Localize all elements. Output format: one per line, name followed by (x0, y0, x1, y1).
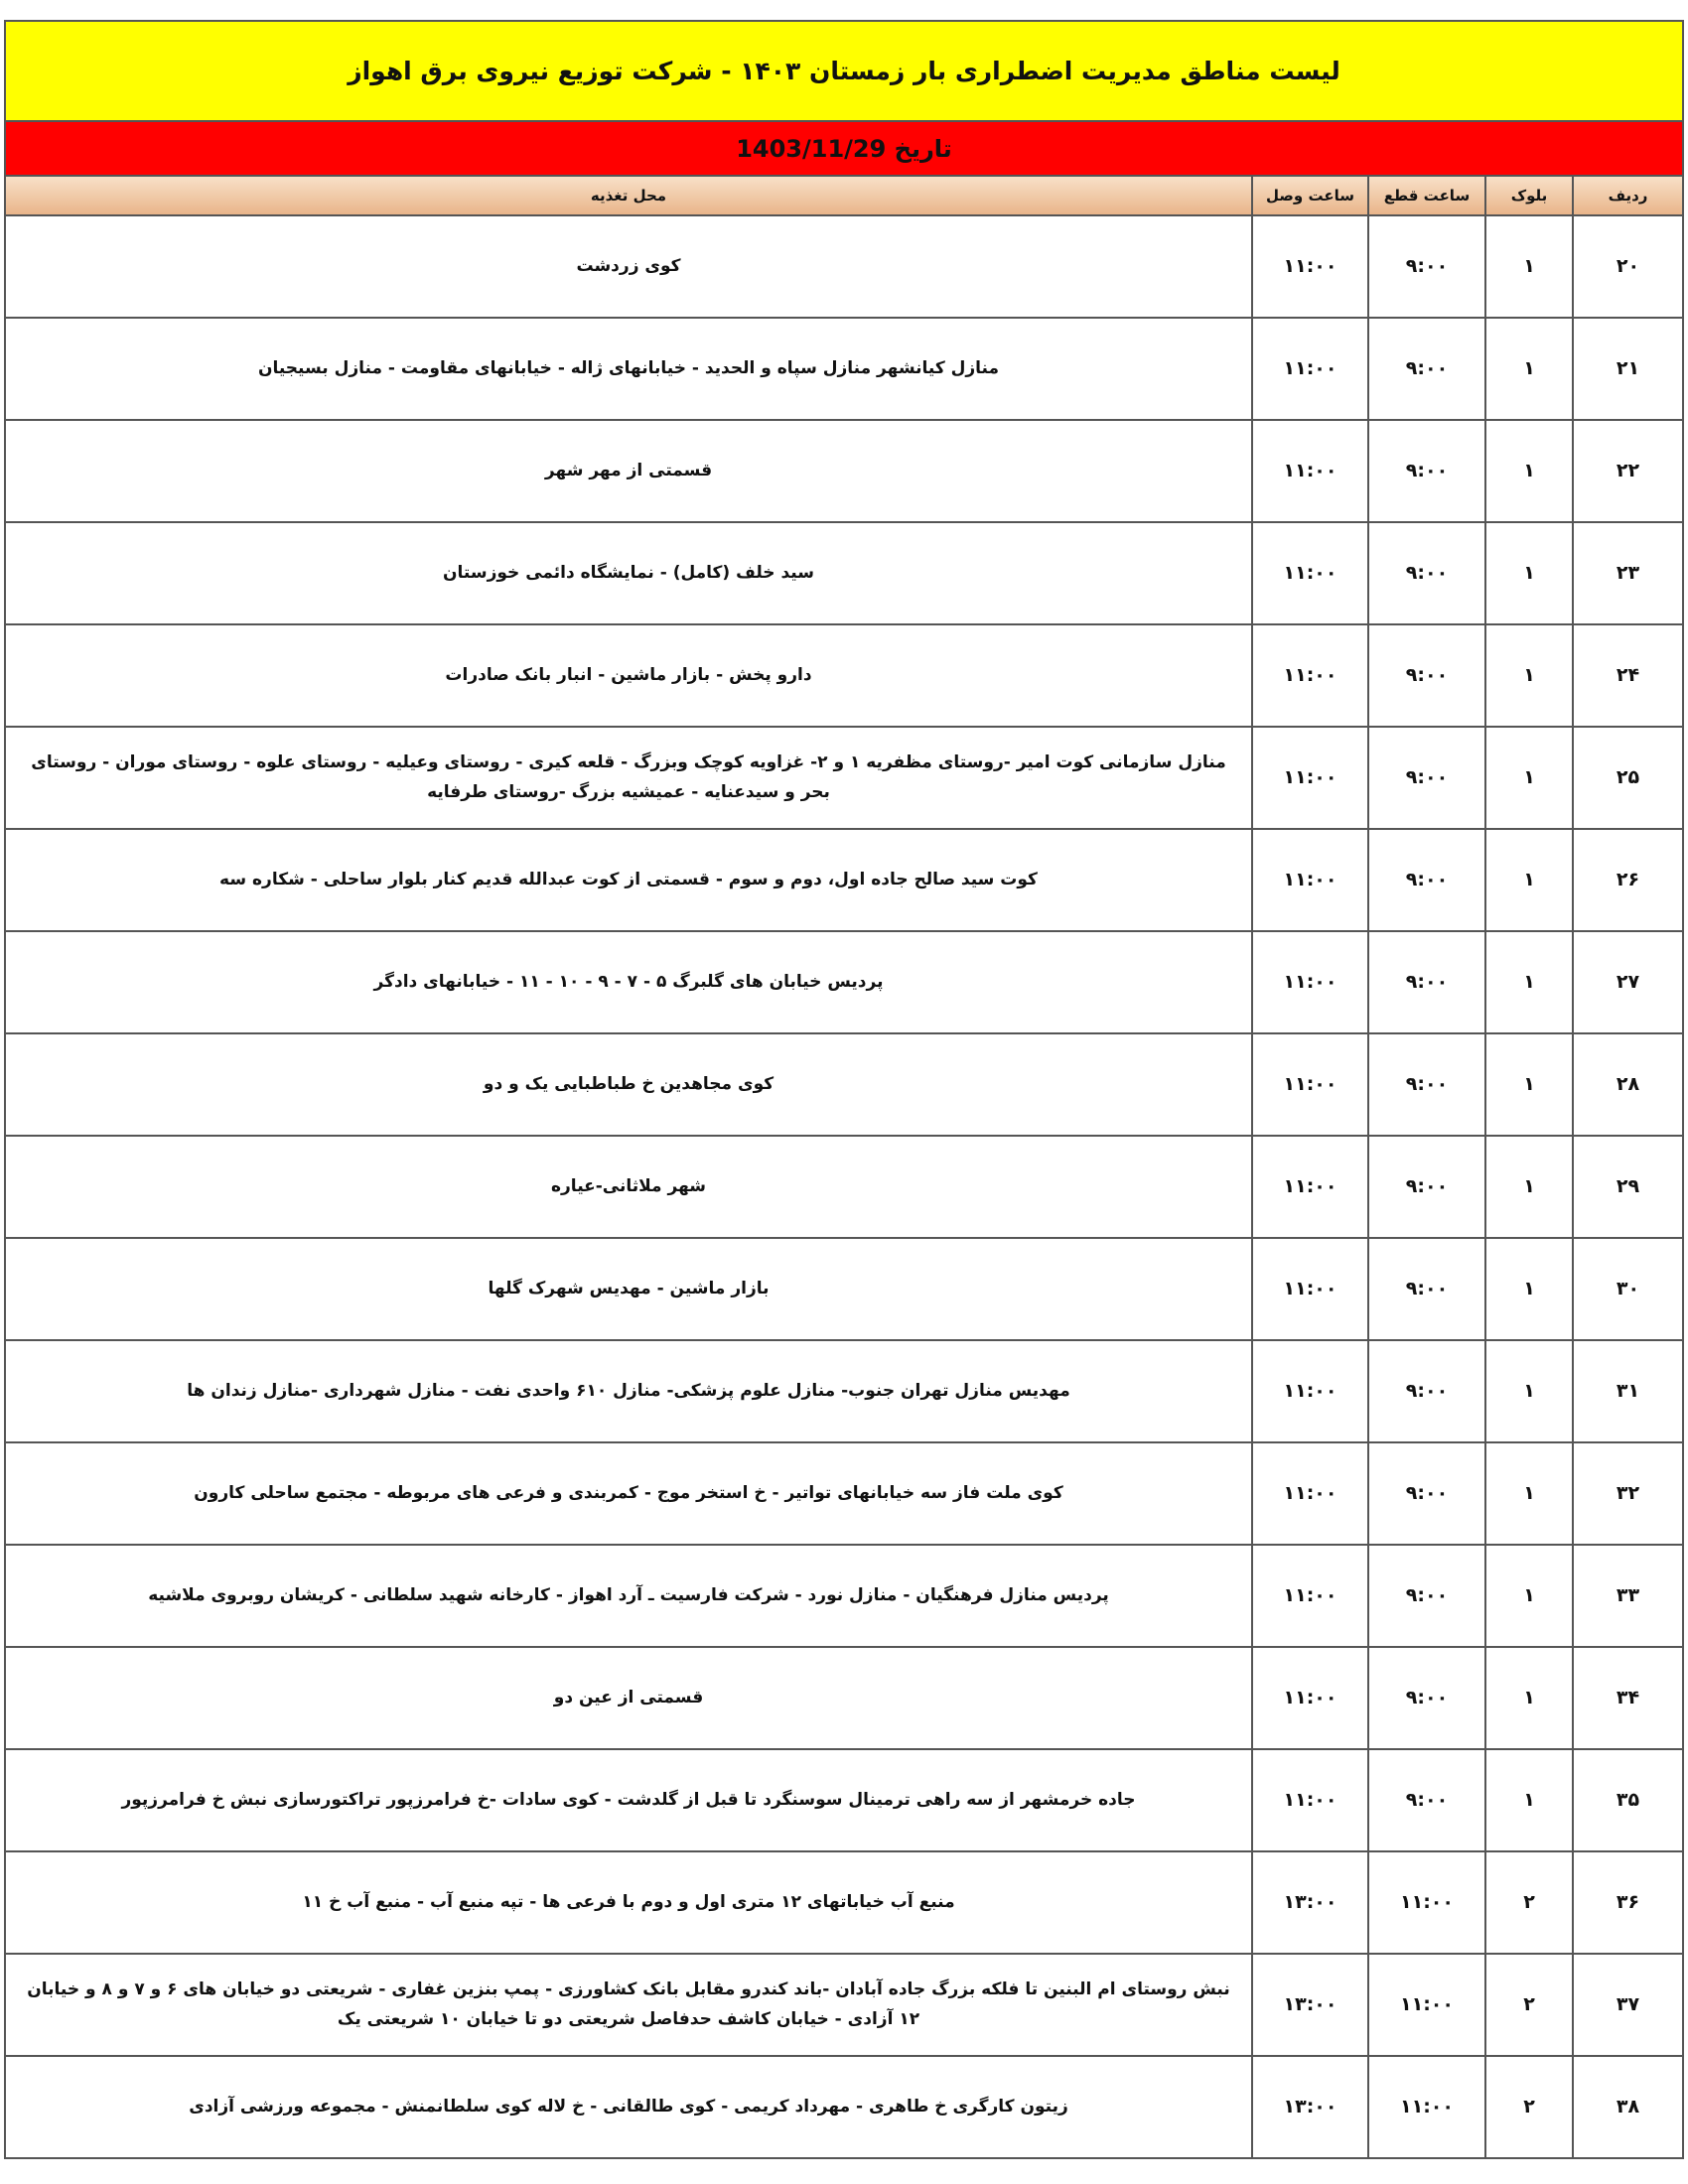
table-row (5, 1545, 1683, 1647)
connect-time-cell: ۱۱:۰۰ (1252, 1238, 1368, 1340)
table-row (5, 931, 1683, 1033)
row-number-cell: ۳۷ (1573, 1954, 1683, 2056)
page-title: لیست مناطق مدیریت اضطراری بار زمستان ۱۴۰۳ - شرکت توزیع نیروی برق اهواز (4, 20, 1684, 122)
connect-time-cell: ۱۳:۰۰ (1252, 2056, 1368, 2158)
location-cell: منازل سازمانی کوت امیر -روستای مظفریه ۱ و ۲- غزاویه کوچک وبزرگ - قلعه کیری - روستای وعیلیه - روستای علوه - روستای موران - روستای بحر و سیدعنایه - عمیشیه بزرگ -روستای طرفایه (5, 727, 1252, 829)
cut-time-cell: ۹:۰۰ (1368, 1647, 1485, 1749)
location-cell: قسمتی از عین دو (5, 1647, 1252, 1749)
block-cell: ۱ (1485, 1442, 1573, 1545)
row-number-cell: ۳۶ (1573, 1851, 1683, 1954)
block-cell: ۱ (1485, 1749, 1573, 1851)
location-cell: کوی مجاهدین خ طباطبایی یک و دو (5, 1033, 1252, 1136)
row-number-cell: ۳۲ (1573, 1442, 1683, 1545)
cut-time-cell: ۹:۰۰ (1368, 931, 1485, 1033)
block-cell: ۱ (1485, 829, 1573, 931)
cut-time-cell: ۹:۰۰ (1368, 1545, 1485, 1647)
table-row (5, 318, 1683, 420)
row-number-cell: ۳۴ (1573, 1647, 1683, 1749)
row-number-cell: ۲۹ (1573, 1136, 1683, 1238)
location-cell: سید خلف (کامل) - نمایشگاه دائمی خوزستان (5, 522, 1252, 624)
block-cell: ۲ (1485, 2056, 1573, 2158)
location-cell: شهر ملاثانی-عیاره (5, 1136, 1252, 1238)
location-cell: بازار ماشین - مهدیس شهرک گلها (5, 1238, 1252, 1340)
block-cell: ۲ (1485, 1851, 1573, 1954)
cut-time-cell: ۱۱:۰۰ (1368, 1851, 1485, 1954)
location-cell: مهدیس منازل تهران جنوب- منازل علوم پزشکی- منازل ۶۱۰ واحدی نفت - منازل شهرداری -منازل زندان ها (5, 1340, 1252, 1442)
location-cell: پردیس منازل فرهنگیان - منازل نورد - شرکت فارسیت ـ آرد اهواز - کارخانه شهید سلطانی - کریشان روبروی ملاشیه (5, 1545, 1252, 1647)
row-number-cell: ۲۶ (1573, 829, 1683, 931)
connect-time-cell: ۱۱:۰۰ (1252, 1033, 1368, 1136)
table-body (5, 215, 1683, 2158)
row-number-cell: ۲۳ (1573, 522, 1683, 624)
cut-time-cell: ۹:۰۰ (1368, 522, 1485, 624)
block-cell: ۱ (1485, 727, 1573, 829)
connect-time-cell: ۱۱:۰۰ (1252, 1749, 1368, 1851)
table-row (5, 1136, 1683, 1238)
block-cell: ۱ (1485, 522, 1573, 624)
connect-time-cell: ۱۱:۰۰ (1252, 931, 1368, 1033)
location-cell: منازل کیانشهر منازل سپاه و الحدید - خیابانهای ژاله - خیابانهای مقاومت - منازل بسیجیان (5, 318, 1252, 420)
row-number-cell: ۲۱ (1573, 318, 1683, 420)
block-cell: ۱ (1485, 1340, 1573, 1442)
connect-time-cell: ۱۱:۰۰ (1252, 624, 1368, 727)
block-cell: ۱ (1485, 1136, 1573, 1238)
date-banner: تاریخ 1403/11/29 (4, 122, 1684, 175)
table-row (5, 215, 1683, 318)
table-row (5, 727, 1683, 829)
cut-time-cell: ۹:۰۰ (1368, 1442, 1485, 1545)
location-cell: دارو پخش - بازار ماشین - انبار بانک صادرات (5, 624, 1252, 727)
header-location: محل تغذیه (5, 176, 1252, 215)
location-cell: کوت سید صالح جاده اول، دوم و سوم - قسمتی از کوت عبدالله قدیم کنار بلوار ساحلی - شکاره سه (5, 829, 1252, 931)
row-number-cell: ۳۱ (1573, 1340, 1683, 1442)
location-cell: کوی زردشت (5, 215, 1252, 318)
row-number-cell: ۳۰ (1573, 1238, 1683, 1340)
block-cell: ۱ (1485, 1545, 1573, 1647)
header-row-number: ردیف (1573, 176, 1683, 215)
cut-time-cell: ۹:۰۰ (1368, 829, 1485, 931)
cut-time-cell: ۹:۰۰ (1368, 318, 1485, 420)
block-cell: ۱ (1485, 1238, 1573, 1340)
connect-time-cell: ۱۱:۰۰ (1252, 215, 1368, 318)
cut-time-cell: ۹:۰۰ (1368, 624, 1485, 727)
row-number-cell: ۳۳ (1573, 1545, 1683, 1647)
cut-time-cell: ۹:۰۰ (1368, 1749, 1485, 1851)
location-cell: پردیس خیابان های گلبرگ ۵ - ۷ - ۹ - ۱۰ - ۱۱ - خیابانهای دادگر (5, 931, 1252, 1033)
table-row (5, 2056, 1683, 2158)
cut-time-cell: ۹:۰۰ (1368, 1340, 1485, 1442)
cut-time-cell: ۹:۰۰ (1368, 215, 1485, 318)
connect-time-cell: ۱۱:۰۰ (1252, 1442, 1368, 1545)
row-number-cell: ۳۸ (1573, 2056, 1683, 2158)
block-cell: ۱ (1485, 931, 1573, 1033)
header-block: بلوک (1485, 176, 1573, 215)
row-number-cell: ۲۰ (1573, 215, 1683, 318)
table-header-row (5, 176, 1683, 215)
connect-time-cell: ۱۳:۰۰ (1252, 1954, 1368, 2056)
location-cell: منبع آب خیاباتهای ۱۲ متری اول و دوم با فرعی ها - تپه منبع آب - منبع آب خ ۱۱ (5, 1851, 1252, 1954)
connect-time-cell: ۱۱:۰۰ (1252, 1136, 1368, 1238)
table-row (5, 1442, 1683, 1545)
connect-time-cell: ۱۳:۰۰ (1252, 1851, 1368, 1954)
block-cell: ۱ (1485, 420, 1573, 522)
header-connect-time: ساعت وصل (1252, 176, 1368, 215)
connect-time-cell: ۱۱:۰۰ (1252, 318, 1368, 420)
location-cell: زیتون کارگری خ طاهری - مهرداد کریمی - کوی طالقانی - خ لاله کوی سلطانمنش - مجموعه ورزشی آزادی (5, 2056, 1252, 2158)
connect-time-cell: ۱۱:۰۰ (1252, 522, 1368, 624)
table-row (5, 1954, 1683, 2056)
row-number-cell: ۲۵ (1573, 727, 1683, 829)
table-row (5, 1647, 1683, 1749)
table-row (5, 1851, 1683, 1954)
block-cell: ۱ (1485, 1647, 1573, 1749)
header-cut-time: ساعت قطع (1368, 176, 1485, 215)
table-row (5, 420, 1683, 522)
location-cell: نبش روستای ام البنین تا فلکه بزرگ جاده آبادان -باند کندرو مقابل بانک کشاورزی - پمپ بنزین غفاری - شریعتی دو خیابان های ۶ و ۷ و ۸ و خیابان ۱۲ آزادی - خیابان کاشف حدفاصل شریعتی دو تا خیابان ۱۰ شریعتی یک (5, 1954, 1252, 2056)
block-cell: ۱ (1485, 215, 1573, 318)
cut-time-cell: ۹:۰۰ (1368, 727, 1485, 829)
block-cell: ۲ (1485, 1954, 1573, 2056)
cut-time-cell: ۹:۰۰ (1368, 1033, 1485, 1136)
location-cell: کوی ملت فاز سه خیابانهای تواتیر - خ استخر موج - کمربندی و فرعی های مربوطه - مجتمع ساحلی کارون (5, 1442, 1252, 1545)
connect-time-cell: ۱۱:۰۰ (1252, 829, 1368, 931)
cut-time-cell: ۱۱:۰۰ (1368, 1954, 1485, 2056)
outage-schedule-table (4, 175, 1684, 2159)
block-cell: ۱ (1485, 624, 1573, 727)
connect-time-cell: ۱۱:۰۰ (1252, 1647, 1368, 1749)
table-row (5, 1749, 1683, 1851)
schedule-page (4, 20, 1684, 2159)
row-number-cell: ۲۴ (1573, 624, 1683, 727)
block-cell: ۱ (1485, 1033, 1573, 1136)
table-row (5, 624, 1683, 727)
location-cell: جاده خرمشهر از سه راهی ترمینال سوسنگرد تا قبل از گلدشت - کوی سادات -خ فرامرزپور تراکتورسازی نبش خ فرامرزپور (5, 1749, 1252, 1851)
row-number-cell: ۳۵ (1573, 1749, 1683, 1851)
location-cell: قسمتی از مهر شهر (5, 420, 1252, 522)
table-row (5, 522, 1683, 624)
connect-time-cell: ۱۱:۰۰ (1252, 1545, 1368, 1647)
block-cell: ۱ (1485, 318, 1573, 420)
cut-time-cell: ۹:۰۰ (1368, 420, 1485, 522)
connect-time-cell: ۱۱:۰۰ (1252, 727, 1368, 829)
connect-time-cell: ۱۱:۰۰ (1252, 1340, 1368, 1442)
table-row (5, 1340, 1683, 1442)
cut-time-cell: ۹:۰۰ (1368, 1136, 1485, 1238)
table-row (5, 829, 1683, 931)
cut-time-cell: ۹:۰۰ (1368, 1238, 1485, 1340)
row-number-cell: ۲۷ (1573, 931, 1683, 1033)
row-number-cell: ۲۸ (1573, 1033, 1683, 1136)
row-number-cell: ۲۲ (1573, 420, 1683, 522)
cut-time-cell: ۱۱:۰۰ (1368, 2056, 1485, 2158)
table-row (5, 1033, 1683, 1136)
table-row (5, 1238, 1683, 1340)
connect-time-cell: ۱۱:۰۰ (1252, 420, 1368, 522)
